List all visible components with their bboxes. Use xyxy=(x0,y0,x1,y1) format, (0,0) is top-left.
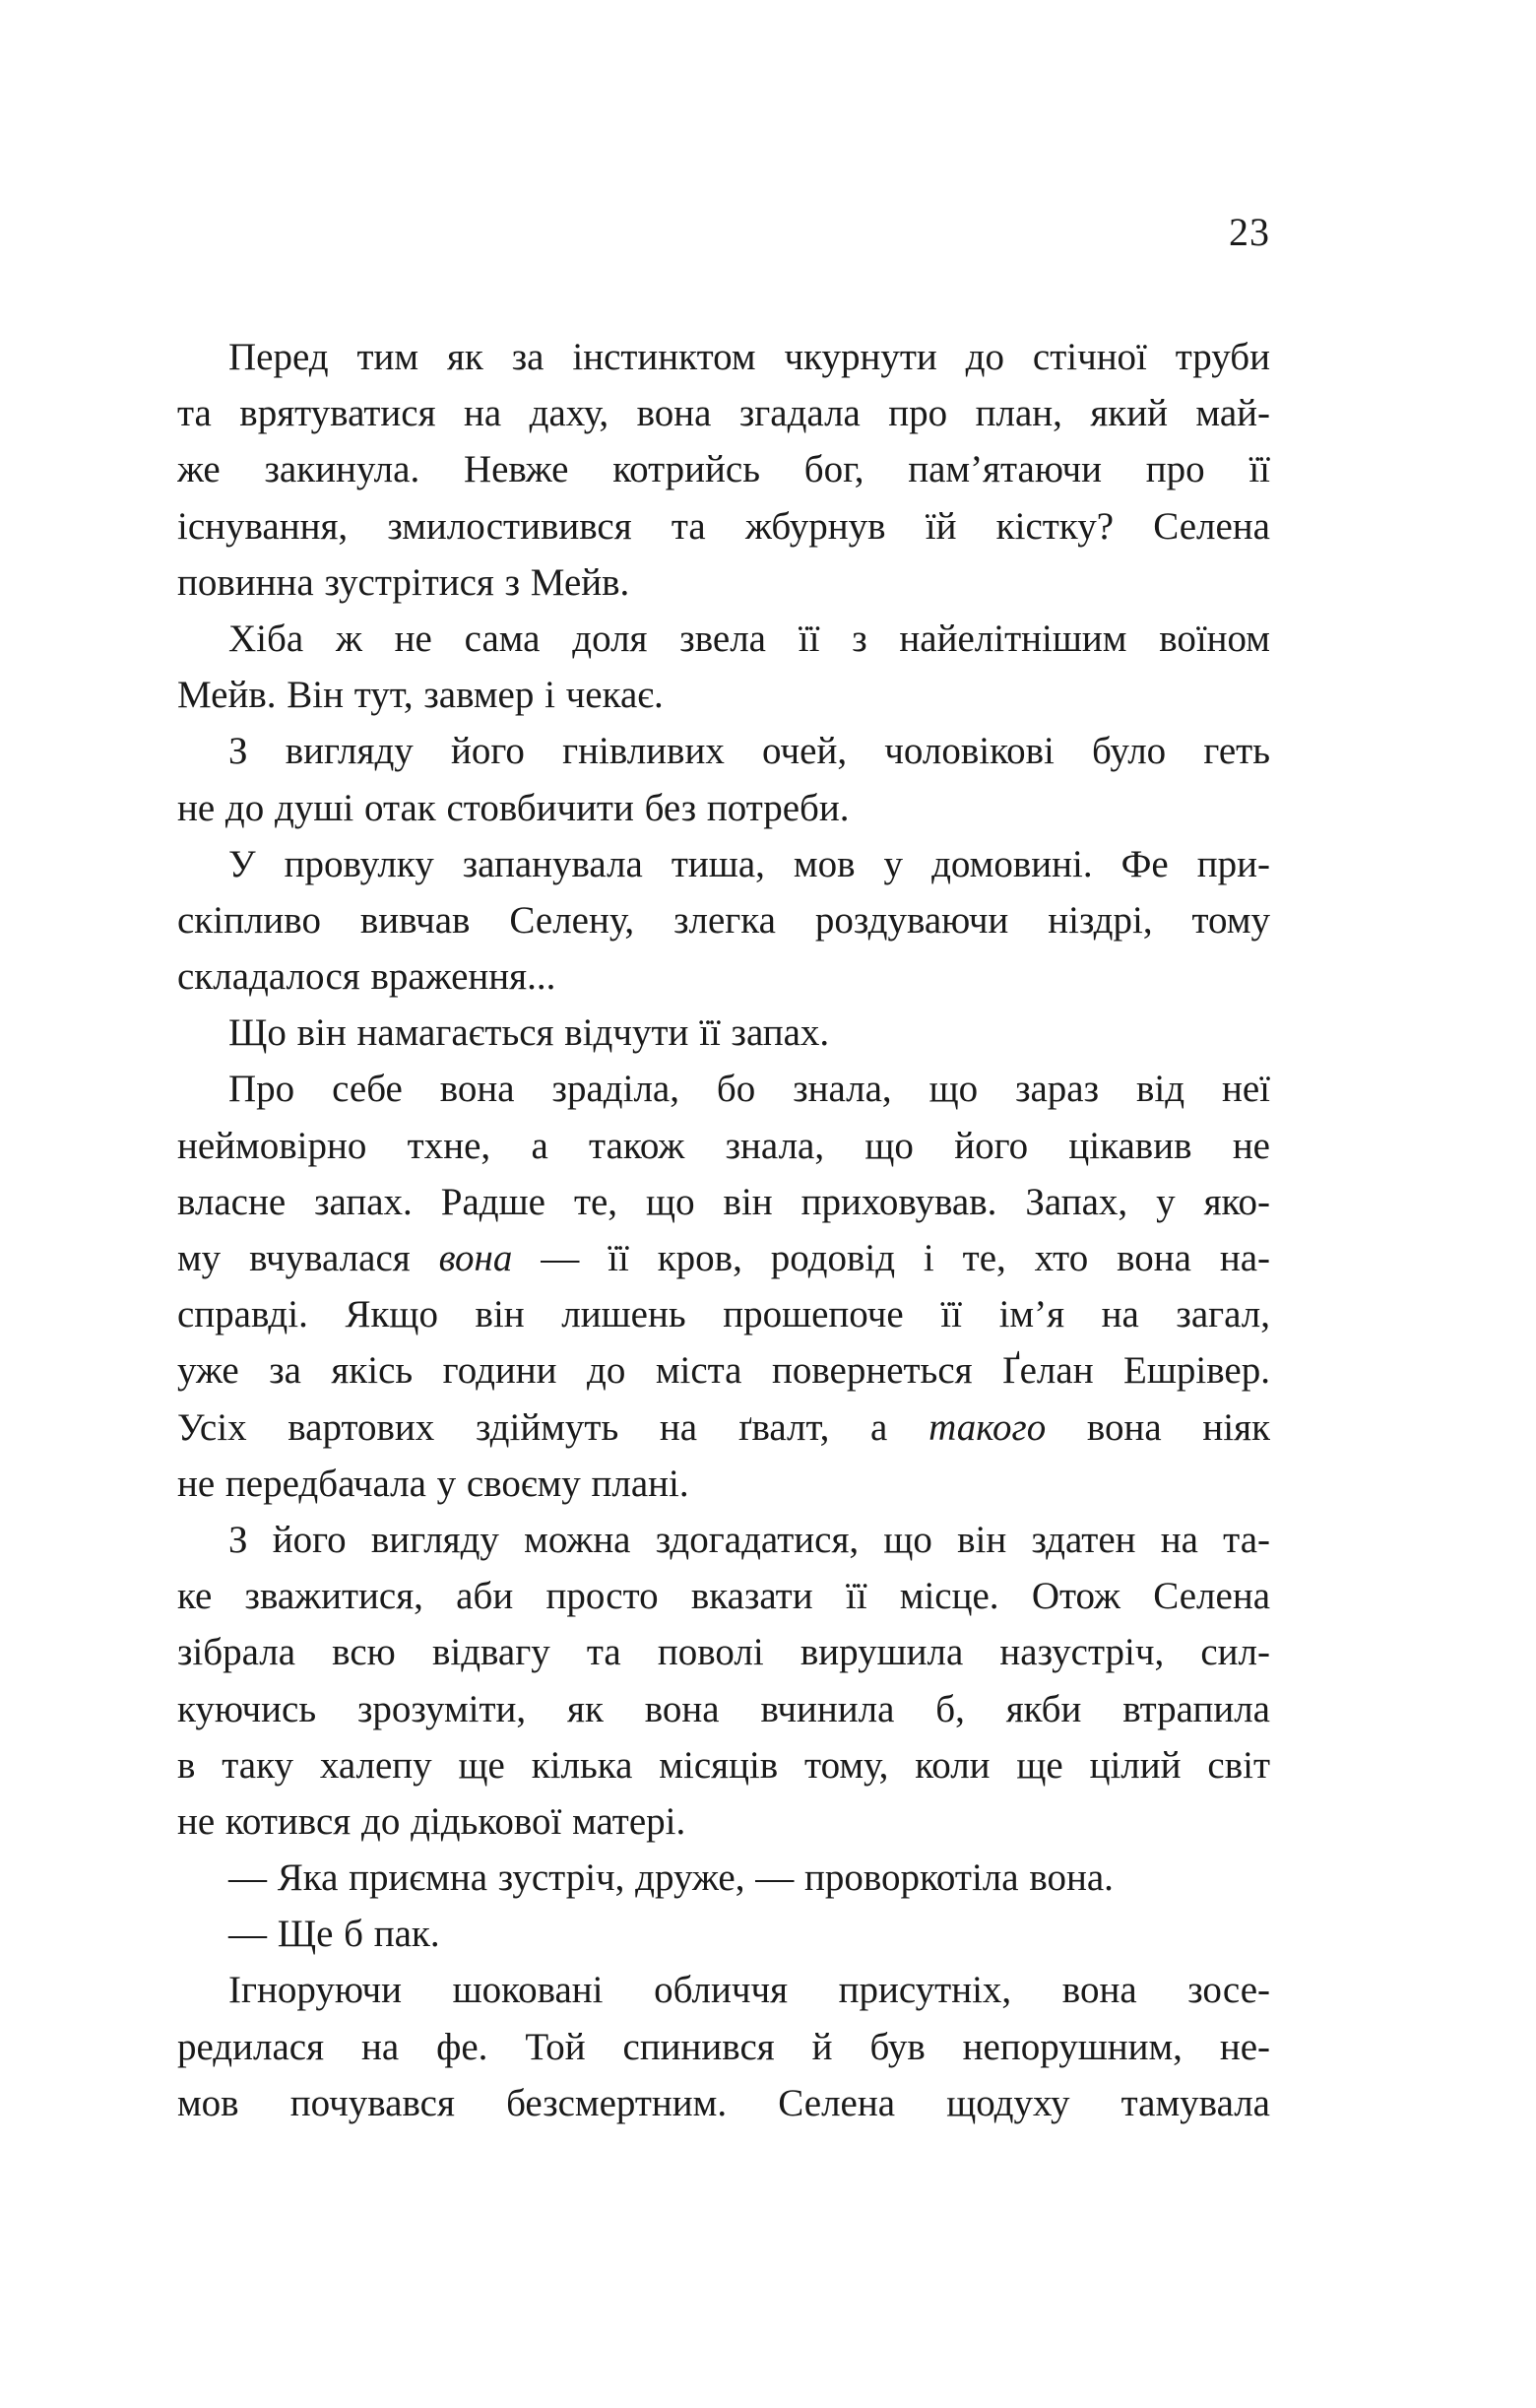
text-segment: скіпливо вивчав Селену, злегка роздуваючи ніздрі, тому xyxy=(177,898,1270,942)
text-line xyxy=(177,836,1270,892)
text-segment: же закинула. Невже котрийсь бог, пам’ятаючи про її xyxy=(177,448,1270,491)
text-segment: існування, змилостивився та жбурнув їй кістку? Селена xyxy=(177,504,1270,548)
text-line xyxy=(177,1793,1270,1850)
text-line xyxy=(177,611,1270,667)
text-segment: справді. Якщо він лишень прошепоче її ім’я на загал, xyxy=(177,1293,1270,1336)
text-line xyxy=(177,1906,1270,1962)
text-segment: в таку халепу ще кілька місяців тому, коли ще цілий світ xyxy=(177,1743,1270,1787)
text-line xyxy=(177,2075,1270,2131)
text-line xyxy=(177,554,1270,611)
text-segment: Про себе вона зраділа, бо знала, що зараз від неї xyxy=(228,1068,1270,1111)
text-line xyxy=(177,948,1270,1005)
text-segment: редилася на фе. Той спинився й був непорушним, не- xyxy=(177,2025,1270,2068)
text-segment: Що він намагається відчути її запах. xyxy=(228,1011,830,1055)
text-line xyxy=(177,780,1270,836)
text-segment: уже за якісь години до міста повернеться Ґелан Ешрівер. xyxy=(177,1349,1270,1393)
text-segment: Хіба ж не сама доля звела її з найелітнішим воїном xyxy=(228,617,1270,660)
text-line xyxy=(177,1624,1270,1680)
text-line xyxy=(177,1850,1270,1906)
text-segment: куючись зрозуміти, як вона вчинила б, якби втрапила xyxy=(177,1687,1270,1730)
text-line xyxy=(177,441,1270,497)
text-segment: повинна зустрітися з Мейв. xyxy=(177,560,630,604)
text-line xyxy=(177,498,1270,554)
text-line xyxy=(177,1342,1270,1399)
text-segment: Мейв. Він тут, завмер і чекає. xyxy=(177,674,664,717)
text-segment: власне запах. Радше те, що він приховував. Запах, у яко- xyxy=(177,1180,1270,1223)
body-text xyxy=(177,329,1270,2131)
text-line xyxy=(177,723,1270,779)
text-segment: З його вигляду можна здогадатися, що він здатен на та- xyxy=(228,1518,1270,1561)
text-line xyxy=(177,2019,1270,2075)
text-segment: У провулку запанувала тиша, мов у домовині. Фе при- xyxy=(228,842,1270,885)
text-segment: вона ніяк xyxy=(1046,1405,1270,1449)
italic-text: такого xyxy=(928,1405,1047,1449)
text-line xyxy=(177,1286,1270,1342)
text-line xyxy=(177,1456,1270,1512)
italic-text: вона xyxy=(438,1237,513,1279)
text-line xyxy=(177,1230,1270,1286)
text-line xyxy=(177,329,1270,385)
text-line xyxy=(177,892,1270,948)
text-segment: та врятуватися на даху, вона згадала про план, який май- xyxy=(177,392,1270,435)
text-segment: складалося враження... xyxy=(177,955,556,999)
text-line xyxy=(177,1005,1270,1061)
text-segment: не котився до дідькової матері. xyxy=(177,1799,686,1843)
text-segment: — її кров, родовід і те, хто вона на- xyxy=(512,1237,1270,1279)
text-segment: Ігноруючи шоковані обличчя присутніх, вона зосе- xyxy=(228,1969,1270,2012)
text-segment: — Яка приємна зустріч, друже, — проворкотіла вона. xyxy=(228,1856,1114,1900)
text-line xyxy=(177,1118,1270,1174)
text-segment: не до душі отак стовбичити без потреби. xyxy=(177,786,850,829)
text-line xyxy=(177,1061,1270,1117)
text-line xyxy=(177,385,1270,441)
text-line xyxy=(177,1399,1270,1456)
text-line xyxy=(177,1568,1270,1624)
text-segment: неймовірно тхне, а також знала, що його цікавив не xyxy=(177,1124,1270,1167)
text-line xyxy=(177,1174,1270,1230)
text-line xyxy=(177,1962,1270,2018)
text-segment: не передбачала у своєму плані. xyxy=(177,1462,689,1505)
page-number: 23 xyxy=(1229,210,1270,254)
text-segment: ке зважитися, аби просто вказати її місце. Отож Селена xyxy=(177,1575,1270,1618)
text-segment: му вчувалася xyxy=(177,1237,439,1279)
text-segment: — Ще б пак. xyxy=(228,1913,440,1956)
text-segment: мов почувався безсмертним. Селена щодуху тамувала xyxy=(177,2081,1270,2124)
text-segment: Усіх вартових здіймуть на ґвалт, а xyxy=(177,1405,929,1449)
text-line xyxy=(177,1681,1270,1737)
text-line xyxy=(177,667,1270,723)
text-segment: З вигляду його гнівливих очей, чоловікові було геть xyxy=(228,730,1270,773)
text-segment: зібрала всю відвагу та поволі вирушила назустріч, сил- xyxy=(177,1631,1270,1674)
text-line xyxy=(177,1737,1270,1793)
text-line xyxy=(177,1512,1270,1568)
text-segment: Перед тим як за інстинктом чкурнути до стічної труби xyxy=(228,336,1270,378)
